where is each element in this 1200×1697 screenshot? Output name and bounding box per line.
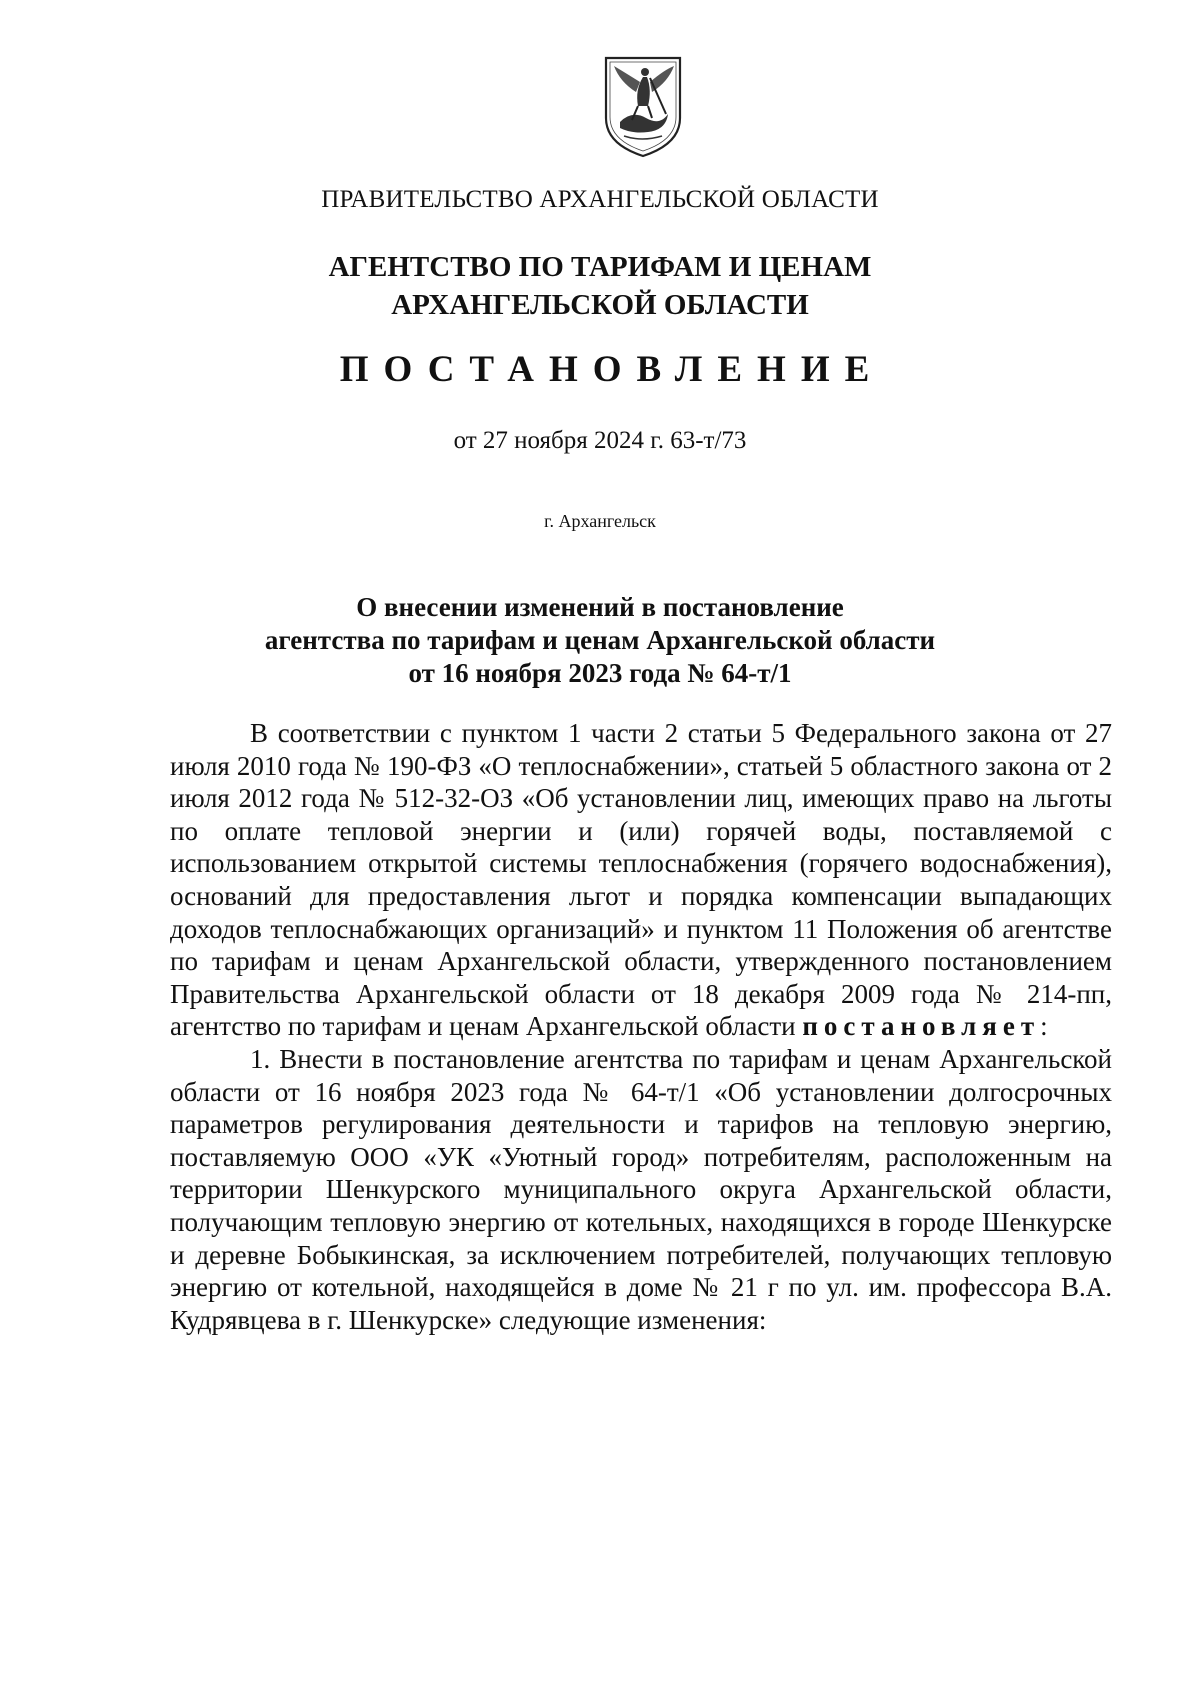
document-type: ПОСТАНОВЛЕНИЕ [339,349,885,390]
document-city: г. Архангельск [544,511,656,531]
agency-name-line1: АГЕНТСТВО ПО ТАРИФАМ И ЦЕНАМ [328,251,872,283]
document-title [0,591,1200,690]
title-line2: агентства по тарифам и ценам Архангельской области [264,625,936,655]
resolves-word: постановляет [802,1011,1041,1042]
agency-name [0,248,1200,324]
agency-name-line2: АРХАНГЕЛЬСКОЙ ОБЛАСТИ [391,289,809,321]
document-body [170,717,1112,1336]
title-line1: О внесении изменений в постановление [356,592,844,622]
preamble-colon: : [1040,1011,1048,1042]
document-date-number: от 27 ноября 2024 г. 63-т/73 [453,427,747,454]
paragraph-preamble [170,717,1112,1043]
title-line3: от 16 ноября 2023 года № 64-т/1 [408,658,792,688]
coat-of-arms-icon [602,52,684,158]
preamble-text: В соответствии с пунктом 1 части 2 статьи 5 Федерального закона от 27 июля 2010 года № 190-ФЗ «О теплоснабжении», статьей 5 областного закона от 2 июля 2012 года № 512-32-ОЗ «Об установлении лиц, имеющих право на льготы по оплате тепловой энергии и (или) горячей воды, поставляемой с использованием открытой системы теплоснабжения (горячего водоснабжения), оснований для предоставления льгот и порядка компенсации выпадающих доходов теплоснабжающих организаций» и пунктом 11 Положения об агентстве по тарифам и ценам Архангельской области, утвержденного постановлением Правительства Архангельской области от 18 декабря 2009 года № 214-пп, агентство по тарифам и ценам Архангельской области [170,718,1112,1042]
government-name: ПРАВИТЕЛЬСТВО АРХАНГЕЛЬСКОЙ ОБЛАСТИ [321,186,879,213]
paragraph-item-1: 1. Внести в постановление агентства по тарифам и ценам Архангельской области от 16 ноября 2023 года № 64-т/1 «Об установлении долгосрочных параметров регулирования деятельности и тарифов на тепловую энергию, поставляемую ООО «УК «Уютный город» потребителям, расположенным на территории Шенкурского муниципального округа Архангельской области, получающим тепловую энергию от котельных, находящихся в городе Шенкурске и деревне Бобыкинская, за исключением потребителей, получающих тепловую энергию от котельной, находящейся в доме № 21 г по ул. им. профессора В.А. Кудрявцева в г. Шенкурске» следующие изменения: [170,1043,1112,1335]
